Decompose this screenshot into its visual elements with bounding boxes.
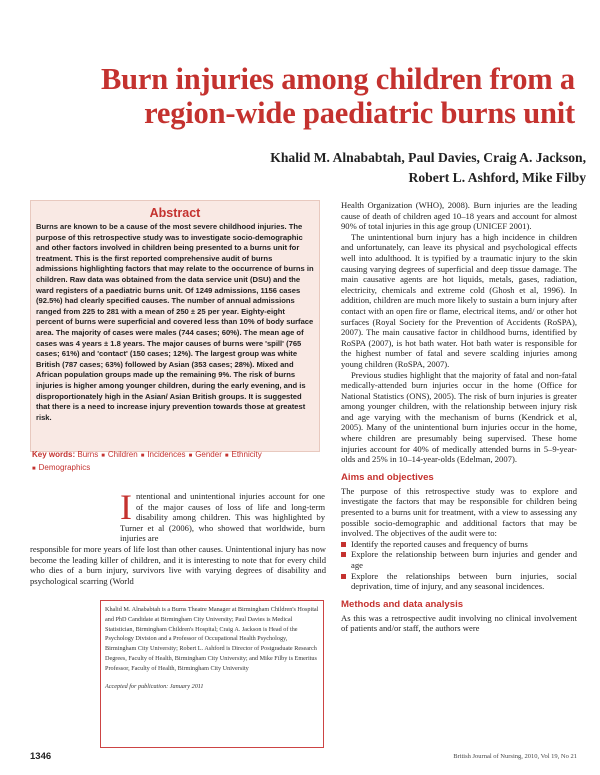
bullet-icon (341, 552, 346, 557)
keyword-ethnicity: Ethnicity (231, 450, 262, 459)
objective-text: Explore the relationship between burn injuries and gender and age (351, 549, 577, 570)
abstract-heading: Abstract (149, 206, 201, 220)
keywords (32, 449, 322, 475)
journal-citation: British Journal of Nursing, 2010, Vol 19, No 21 (453, 753, 577, 760)
body-paragraph: Previous studies highlight that the majority of fatal and non-fatal medically-attended burn injuries occur in the home (Office for National Statistics (ONS), 2005). The risk of burn injuries is greater among younger children, with the relationship between injury risk and age varying with the mechanism of burns (Kendrick et al, 2005). Many of the unintentional burn injuries occur in the home, where children are presumably being supervised. These home injuries account for 40% of medically attended burns in 5–9-year-olds and 25% in 10–14-year-olds (Edelman, 2007). (341, 369, 577, 465)
abstract-text: Burns are known to be a cause of the most severe childhood injuries. The purpose of this retrospective study was to investigate socio-demographic and other factors involved in children being presented to a burns unit for treatment. This is the first reported comprehensive audit of burns admissions highlighting factors that may relate to the occurrence of burns in children. Raw data was obtained from the data service unit (DSU) and the ward registers of a paediatric burns unit. Of 1249 admissions, 1156 cases (92.5%) had clearly specified causes. The number of annual admissions ranged from 225 to 281 with a mean of 250 ± 25 per year. Eighty-eight percent of burns were superficial and covered less than 10% of body surface area. The majority of cases were males (744 cases; 60%). The mean age of cases was 4 years ± 1.8 years. The major causes of burns were 'spill' (765 cases; 61%) and 'contact' (150 cases; 12%). The largest group was white British (787 cases; 63%) followed by Asian (353 cases; 28%). Mixed and African population groups made up the remaining 9%. The risk of burns injuries is higher among younger children, during the early evening, and is disproportionately high in the Asian/ Asian British groups. It is suggested that there is a need to increase injury prevention towards those at greatest risk. (36, 222, 314, 422)
keyword-separator: ■ (188, 453, 193, 459)
drop-cap: I (120, 487, 132, 527)
accepted-date: Accepted for publication: January 2011 (105, 682, 204, 690)
keyword-separator: ■ (32, 466, 36, 472)
keyword-separator: ■ (140, 453, 145, 459)
section-heading-methods: Methods and data analysis (341, 598, 464, 610)
bullet-icon (341, 574, 346, 579)
keyword-children: Children (107, 450, 138, 459)
keyword-burns: Burns (77, 450, 99, 459)
author-list (150, 148, 586, 188)
keyword-incidences: Incidences (147, 450, 186, 459)
article-title: Burn injuries among children from a region-wide paediatric burns unit (101, 62, 575, 130)
body-paragraph: Health Organization (WHO), 2008). Burn injuries are the leading cause of death of children aged 10–18 years and account for almost 90% of total injuries in this age group (UNICEF 2001). (341, 200, 577, 232)
right-column (341, 200, 577, 634)
keyword-gender: Gender (195, 450, 222, 459)
abstract-box (30, 200, 320, 452)
bullet-icon (341, 542, 346, 547)
author-bio-text: Khalid M. Alnababtah is a Burns Theatre Manager at Birmingham Children's Hospital and PhD Candidate at Birmingham City University; Paul Davies is Medical Statistician, Birmingham Children's Hospital; Craig A. Jackson is Head of the Psychology Division and a Professor of Occupational Health Psychology, Birmingham City University; Robert L. Ashford is Director of Postgraduate Research Degrees, Faculty of Health, Birmingham City University; and Mike Filby is Emeritus Professor, Faculty of Health, Birmingham City University (105, 606, 319, 672)
keywords-label: Key words: (32, 450, 76, 459)
intro-paragraph-continued: responsible for more years of life lost than other causes. Unintentional injury has now become the leading killer of children, and it is interesting to note that for every child who dies of a burn injury, survivors live with varying degrees of disability and psychological scarring (World (30, 544, 326, 586)
keyword-separator: ■ (101, 453, 105, 459)
objective-text: Identify the reported causes and frequency of burns (351, 538, 528, 549)
authors-line-1: Khalid M. Alnababtah, Paul Davies, Craig A. Jackson, (270, 150, 586, 165)
author-bio-box (100, 600, 324, 748)
intro-paragraph-start (120, 487, 325, 544)
objective-item (341, 539, 577, 550)
section-heading-aims: Aims and objectives (341, 471, 434, 483)
methods-paragraph: As this was a retrospective audit involving no clinical involvement of patients and/or staff, the authors were (341, 612, 577, 634)
objective-item (341, 549, 577, 570)
objective-item (341, 571, 577, 592)
keyword-demographics: Demographics (38, 463, 91, 472)
keyword-separator: ■ (224, 453, 229, 459)
aims-paragraph: The purpose of this retrospective study was to explore and investigate the factors that may be responsible for children being presented to a burns unit for treatment, with a view to assessing any possible socio-demographic and additional factors that may be involved. The objectives of the audit were to: (341, 485, 577, 539)
page-number: 1346 (30, 751, 52, 762)
body-paragraph: The unintentional burn injury has a high incidence in children and unfortunately, can leave its physical and psychological effects well into adulthood. It is typified by a traumatic injury to the skin causing varying degrees of superficial and deep tissue damage. The main causative agents are hot liquids, metals, gases, radiation, electricity, chemicals and extreme cold (Ghosh et al, 1996). In addition, children are much more likely to sustain a burn injury after contact with an open fire or flame, electrical items, and/ or other hot surfaces (Royal Society for the Prevention of Accidents (RoSPA), 2007). The main causative factor in childhood burns, identified by RoSPA (2007), is hot bath water. Hot bath water is responsible for the highest number of fatal and severe scalding injuries among young children (RoSPA, 2007). (341, 231, 577, 369)
objective-text: Explore the relationships between burn injuries, social deprivation, time of injury, and any seasonal incidences. (351, 570, 577, 592)
authors-line-2: Robert L. Ashford, Mike Filby (408, 170, 586, 185)
objectives-list (341, 539, 577, 592)
intro-first-part: ntentional and unintentional injuries account for one of the major causes of loss of life and long-term disability among children. This was highlighted by Turner et al (2006), who showed that worldwide, burn injuries are (120, 491, 325, 544)
